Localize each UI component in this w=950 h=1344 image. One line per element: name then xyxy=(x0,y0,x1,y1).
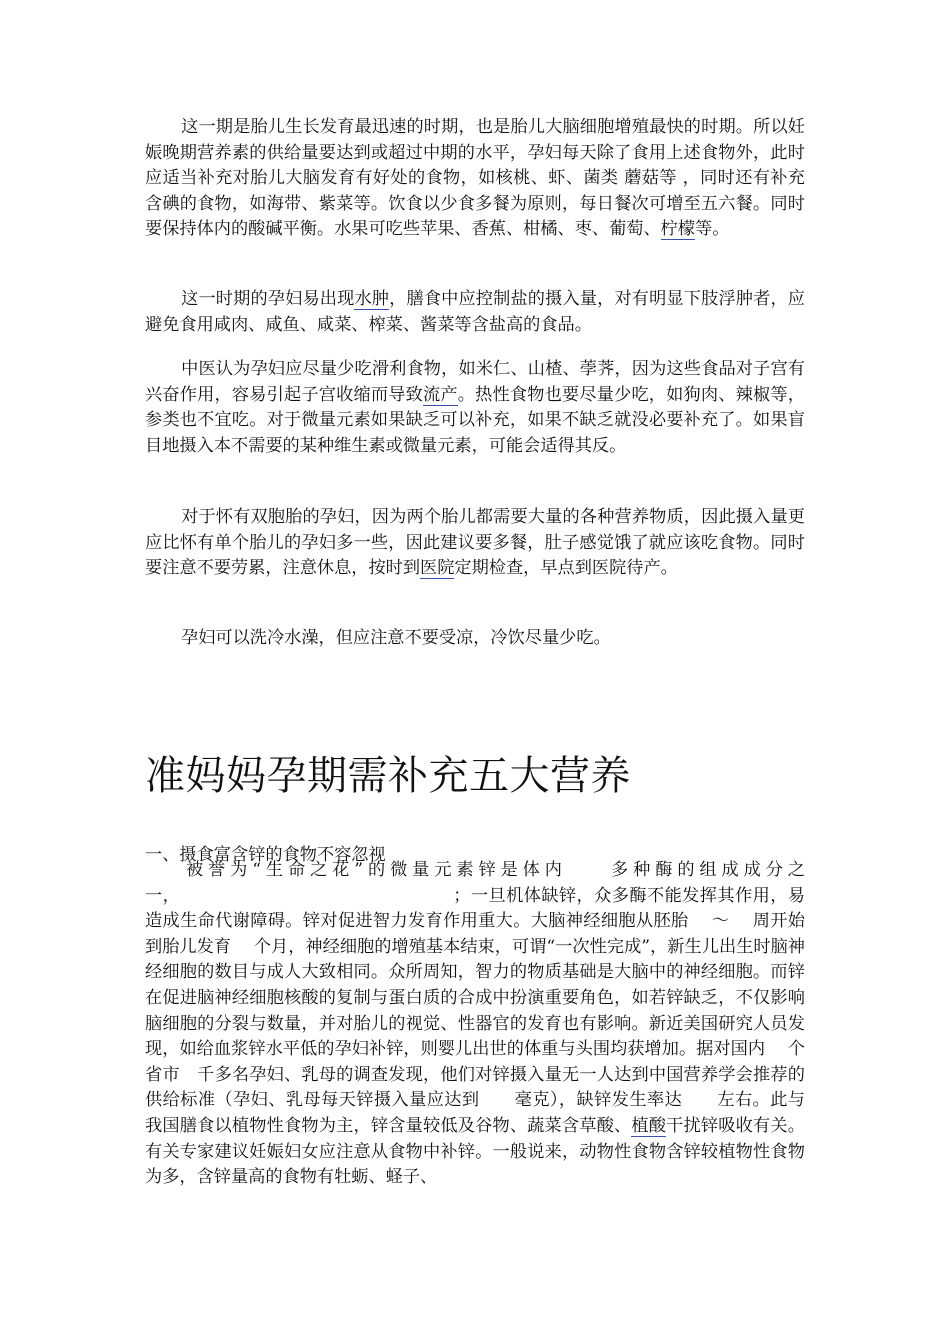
paragraph-text: ，膳食中应控制盐的摄入量，对有明显下肢浮肿者，应避免食用咸肉、咸鱼、咸菜、榨菜、酱菜等含盐高的食品。 xyxy=(145,289,805,335)
paragraph-text: 定期检查，早点到医院待产。 xyxy=(454,558,678,579)
paragraph-text: 这一期是胎儿生长发育最迅速的时期，也是胎儿大脑细胞增殖最快的时期。所以妊娠晚期营养素的供给量要达到或超过中期的水平，孕妇每天除了食用上述食物外，此时应适当补充对胎儿大脑发育有好处的食物，如核桃、虾、菌类 蘑菇等 ，同时还有补充含碘的食物，如海带、紫菜等。饮食以少食多餐为原则，每日餐次可增至五六餐。同时要保持体内的酸碱平衡。水果可吃些苹果、香蕉、柑橘、枣、葡萄、 xyxy=(145,117,805,240)
link-miscarriage[interactable]: 流产 xyxy=(422,384,458,405)
paragraph-late-pregnancy-nutrition xyxy=(145,115,805,243)
paragraph-text: 这一时期的孕妇易出现 xyxy=(181,289,355,309)
paragraph-edema xyxy=(145,287,805,338)
paragraph-text: 等。 xyxy=(695,219,730,240)
article-heading: 准妈妈孕期需补充五大营养 xyxy=(145,753,631,799)
paragraph-cold-bath xyxy=(145,626,805,652)
section-subheading: 一、摄食富含锌的食物不容忽视 xyxy=(145,845,386,865)
link-phytic-acid[interactable]: 植酸 xyxy=(631,1115,667,1136)
paragraph-zinc xyxy=(145,858,805,1191)
paragraph-tcm-advice xyxy=(145,357,805,459)
paragraph-text: 干扰锌吸收有关。有关专家建议妊娠妇女应注意从食物中补锌。一般说来，动物性食物含锌较植物性食物为多，含锌量高的食物有牡蛎、蛏子、 xyxy=(145,1115,805,1188)
link-edema[interactable]: 水肿 xyxy=(354,289,390,309)
link-lemon[interactable]: 柠檬 xyxy=(660,219,696,240)
paragraph-text: 中医认为孕妇应尽量少吃滑利食物，如米仁、山楂、荸荠，因为这些食品对子宫有兴奋作用，容易引起子宫收缩而导致 xyxy=(145,359,805,405)
link-hospital[interactable]: 医院 xyxy=(420,558,455,579)
paragraph-text: 。热性食物也要尽量少吃，如狗肉、辣椒等，参类也不宜吃。对于微量元素如果缺乏可以补充，如果不缺乏就没必要补充了。如果盲目地摄入本不需要的某种维生素或微量元素，可能会适得其反。 xyxy=(145,384,805,456)
paragraph-twins xyxy=(145,505,805,582)
paragraph-text: 对于怀有双胞胎的孕妇，因为两个胎儿都需要大量的各种营养物质，因此摄入量更应比怀有单个胎儿的孕妇多一些，因此建议要多餐，肚子感觉饿了就应该吃食物。同时要注意不要劳累，注意休息，按时到 xyxy=(145,507,805,579)
paragraph-text: 被誉为“生命之花”的微量元素锌是体内 多种酶的组成成分之一， ；一旦机体缺锌，众多酶不能发挥其作用，易造成生命代谢障碍。锌对促进智力发育作用重大。大脑神经细胞从胚胎 ～ 周开始到胎儿发育 个月，神经细胞的增殖基本结束，可谓“一次性完成”，新生儿出生时脑神经细胞的数目与成人大致相同。众所周知，智力的物质基础是大脑中的神经细胞。而锌在促进脑神经细胞核酸的复制与蛋白质的合成中扮演重要角色，如若锌缺乏，不仅影响脑细胞的分裂与数量，并对胎儿的视觉、性器官的发育也有影响。新近美国研究人员发现，如给血浆锌水平低的孕妇补锌，则婴儿出世的体重与头围均获增加。据对国内 个省市 千多名孕妇、乳母的调查发现，他们对锌摄入量无一人达到中国营养学会推荐的供给标准（孕妇、乳母每天锌摄入量应达到 毫克），缺锌发生率达 左右。此与我国膳食以植物性食物为主，锌含量较低及谷物、蔬菜含草酸、 xyxy=(145,860,805,1136)
paragraph-text: 孕妇可以洗冷水澡，但应注意不要受凉，冷饮尽量少吃。 xyxy=(181,628,611,648)
